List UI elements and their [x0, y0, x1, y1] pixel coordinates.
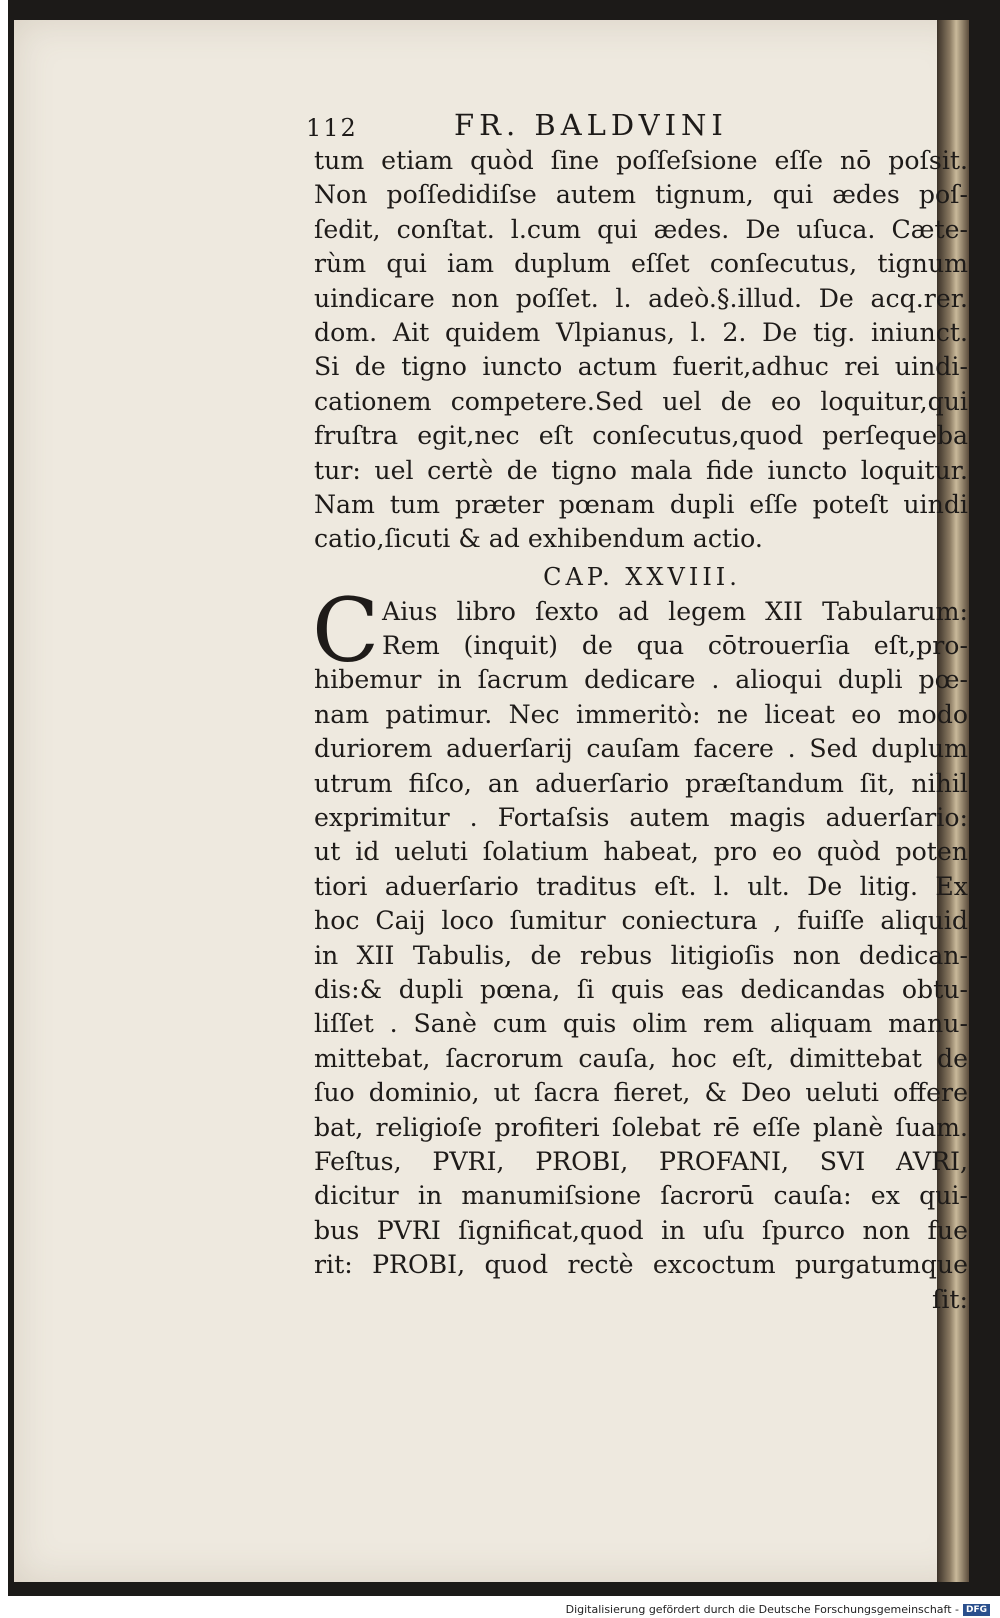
text-line: dicitur in manumiſsione ſacrorū cauſa: ex qui-: [314, 1181, 968, 1211]
text-line: ut id ueluti ſolatium habeat, pro eo quòd poten: [314, 837, 968, 867]
digitization-footer: [566, 1603, 990, 1616]
text-line: tum etiam quòd ſine poſſeſsione eſſe nō poſsit.: [314, 146, 968, 175]
text-line: ſuo dominio, ut ſacra fieret, & Deo ueluti offere: [314, 1078, 968, 1108]
text-line: cationem competere.Sed uel de eo loquitur,qui: [314, 386, 968, 416]
text-line: tur: uel certè de tigno mala fide iuncto loquitur.: [314, 455, 968, 485]
text-line: dis:& dupli pœna, ſi quis eas dedicandas obtu-: [314, 974, 968, 1004]
text-line: dom. Ait quidem Vlpianus, l. 2. De tig. iniunct.: [314, 317, 968, 347]
page-text: [306, 108, 968, 1317]
text-line: mittebat, ſacrorum cauſa, hoc eſt, dimittebat de: [314, 1043, 968, 1073]
text-line: duriorem aduerſarij cauſam facere . Sed duplum: [314, 734, 968, 764]
text-line: rùm qui iam duplum eſſet conſecutus, tignum: [314, 249, 968, 279]
paragraph-continuation: [316, 144, 968, 557]
text-line: catio,ſicuti & ad exhibendum actio.: [314, 524, 763, 554]
text-line: nam patimur. Nec immeritò: ne liceat eo modo: [314, 699, 968, 729]
text-line: Nam tum præter pœnam dupli eſſe poteſt uindi: [314, 489, 968, 519]
chapter-heading: CAP. XXVIII.: [543, 562, 741, 591]
text-line: utrum fiſco, an aduerſario præſtandum ſit, nihil: [314, 768, 968, 798]
text-line: Rem (inquit) de qua cōtrouerſia eſt,pro-: [382, 631, 968, 661]
chapter-body: [312, 578, 968, 1317]
text-line: rit: PROBI, quod rectè excoctum purgatumque: [314, 1250, 968, 1280]
text-line: liſſet . Sanè cum quis olim rem aliquam manu-: [314, 1009, 968, 1039]
text-line: uindicare non poſſet. l. adeò.§.illud. De acq.rer.: [314, 283, 968, 313]
running-title: FR. BALDVINI: [454, 108, 728, 142]
text-line: Si de tigno iuncto actum fuerit,adhuc rei uindi-: [314, 352, 968, 382]
catchword: ſit:: [932, 1284, 968, 1314]
page-number: 112: [306, 114, 358, 142]
text-line: ſedit, conſtat. l.cum qui ædes. De uſuca. Cæte-: [314, 214, 968, 244]
drop-cap-initial: C: [312, 578, 380, 682]
text-line: Aius libro ſexto ad legem XII Tabularum:: [382, 596, 968, 626]
book-page: [14, 20, 969, 1582]
running-head: [306, 108, 968, 144]
text-line: bat, religioſe profiteri ſolebat rē eſſe planè ſuam.: [314, 1112, 968, 1142]
text-line: bus PVRI ſignificat,quod in uſu ſpurco non fue: [314, 1215, 968, 1245]
text-line: exprimitur . Fortaſsis autem magis aduerſario:: [314, 803, 968, 833]
footer-credit: Digitalisierung gefördert durch die Deutsche Forschungsgemeinschaft -: [565, 1603, 959, 1616]
dfg-logo: DFG: [963, 1604, 990, 1616]
text-line: Non poſſedidiſse autem tignum, qui ædes poſ-: [314, 180, 968, 210]
text-line: hoc Caij loco ſumitur coniectura , fuiſſe aliquid: [314, 906, 968, 936]
text-line: hibemur in ſacrum dedicare . alioqui dupli pœ-: [314, 665, 968, 695]
text-line: Feſtus, PVRI, PROBI, PROFANI, SVI AVRI,: [314, 1146, 968, 1176]
text-line: fruſtra egit,nec eſt conſecutus,quod perſequeba: [314, 421, 968, 451]
scan-background: [8, 0, 1000, 1596]
text-line: in XII Tabulis, de rebus litigioſis non dedican-: [314, 940, 968, 970]
text-line: tiori aduerſario traditus eſt. l. ult. De litig. Ex: [314, 871, 968, 901]
